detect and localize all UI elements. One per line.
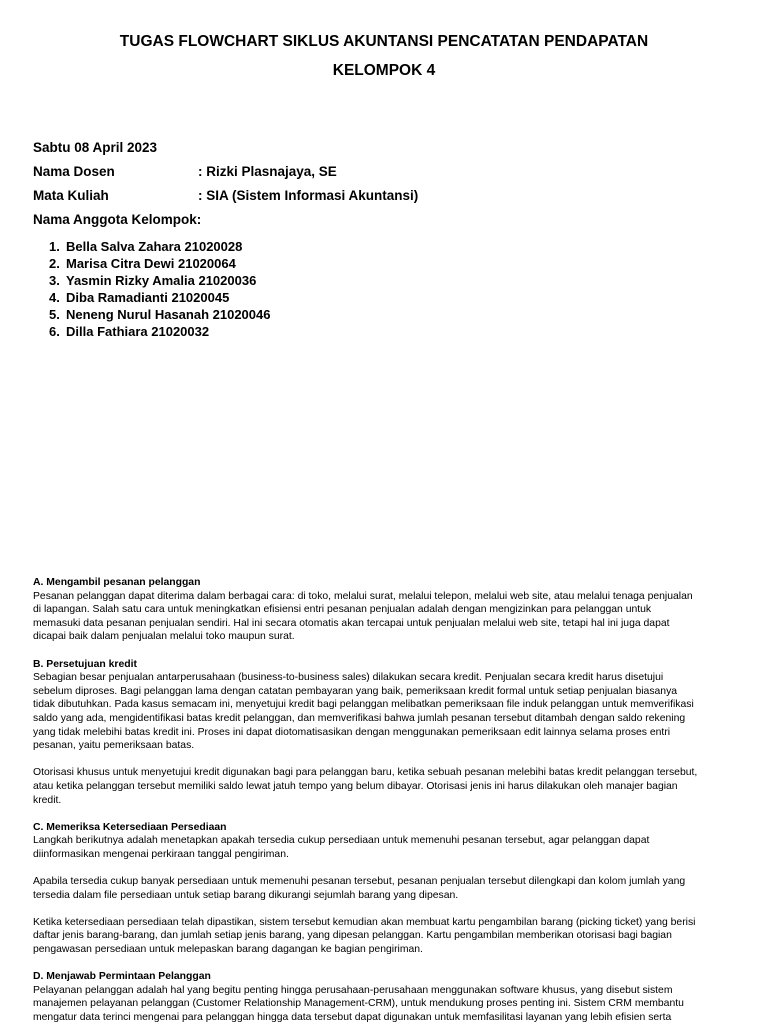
member-name: Neneng Nurul Hasanah 21020046 [66,307,271,322]
members-label: Nama Anggota Kelompok: [33,212,202,227]
member-item [49,289,270,306]
paragraph-line: Apabila tersedia cukup banyak persediaan untuk memenuhi pesanan tersebut, pesanan penjualan tersebut dilengkapi dan kolom jumlah yang [33,876,686,888]
member-number: 3. [49,273,60,288]
section-b-body-1 [33,671,738,753]
paragraph-line: memasuki data pesanan penjualan sendiri. Hal ini secara otomatis akan tercapai untuk penjualan melalui web site, tetapi hal ini juga dapat [33,617,670,629]
paragraph-line: Langkah berikutnya adalah menetapkan apakah tersedia cukup persediaan untuk memenuhi pesanan tersebut, agar pelanggan dapat [33,835,650,847]
section-a-body [33,590,738,644]
section-c-body-2 [33,875,738,902]
section-c-title: C. Memeriksa Ketersediaan Persediaan [33,821,227,833]
member-item [49,238,270,255]
section-a-title: A. Mengambil pesanan pelanggan [33,577,201,588]
member-name: Yasmin Rizky Amalia 21020036 [66,273,257,288]
document-subtitle: KELOMPOK 4 [332,62,436,79]
member-name: Dilla Fathiara 21020032 [66,324,210,339]
section-d-title: D. Menjawab Permintaan Pelanggan [33,971,211,983]
document-date: Sabtu 08 April 2023 [33,140,158,155]
members-list [49,238,270,340]
paragraph-line: mengatur data terinci mengenai para pelanggan hingga data tersebut dapat digunakan untuk memfasilitasi layanan yang lebih efisien serta [33,1012,672,1023]
member-item [49,272,270,289]
paragraph-line: Ketika ketersediaan persediaan telah dipastikan, sistem tersebut kemudian akan membuat kartu pengambilan barang (picking ticket) yang berisi [33,916,696,928]
paragraph-line: daftar jenis barang-barang, dan jumlah setiap jenis barang, yang dipesan pelanggan. Kartu pengambilan memberikan otorisasi bagi bagian [33,930,672,942]
member-name: Diba Ramadianti 21020045 [66,290,230,305]
paragraph-line: diinformasikan mengenai perkiraan tanggal pengiriman. [33,848,289,860]
paragraph-line: kredit. [33,794,62,806]
paragraph-line: tersedia dalam file persediaan untuk setiap barang dikurangi sejumlah barang yang dipesan. [33,889,459,901]
paragraph-line: pengawasan persediaan untuk melepaskan barang dagangan ke bagian pengiriman. [33,944,423,956]
member-name: Marisa Citra Dewi 21020064 [66,256,236,271]
section-d-body [33,984,738,1025]
dosen-row [33,164,337,179]
member-item [49,255,270,272]
section-c-body-3 [33,916,738,957]
sections-body [33,576,738,1025]
member-number: 6. [49,324,60,339]
section-b-body-2 [33,766,738,807]
document-title: TUGAS FLOWCHART SIKLUS AKUNTANSI PENCATATAN PENDAPATAN [119,33,649,50]
member-number: 2. [49,256,60,271]
paragraph-line: sebelum diproses. Bagi pelanggan lama dengan catatan pembayaran yang baik, pemeriksaan kredit formal untuk setiap penjualan biasanya [33,685,678,697]
paragraph-line: di lapangan. Salah satu cara untuk meningkatkan efisiensi entri pesanan penjualan adalah dengan mengizinkan para pelanggan untuk [33,604,652,616]
member-name: Bella Salva Zahara 21020028 [66,239,243,254]
paragraph-line: tidak dibutuhkan. Pada kasus semacam ini, menyetujui kredit bagi pelanggan melibatkan pemeriksaan file induk pelanggan untuk memverifikasi [33,699,694,711]
matkul-value: : SIA (Sistem Informasi Akuntansi) [198,188,419,203]
member-item [49,306,270,323]
member-number: 5. [49,307,60,322]
paragraph-line: atau ketika pelanggan tersebut memiliki saldo lewat jatuh tempo yang belum dibayar. Otorisasi jenis ini harus dilakukan oleh manajer bagian [33,780,678,792]
paragraph-line: manajemen pelayanan pelanggan (Customer Relationship Management-CRM), untuk mendukung proses penting ini. Sistem CRM membantu [33,998,684,1010]
dosen-label: Nama Dosen [33,164,115,179]
paragraph-line: Pelayanan pelanggan adalah hal yang begitu penting hingga perusahaan-perusahaan menggunakan software khusus, yang disebut sistem [33,984,673,996]
member-number: 4. [49,290,60,305]
paragraph-line: dicapai baik dalam penjualan melalui toko maupun surat. [33,631,295,643]
member-item [49,323,270,340]
paragraph-line: yang tidak melebihi batas kredit ini. Proses ini dapat diotomatisasikan dengan menggunakan pemeriksaan edit lainnya selama proses entri [33,726,671,738]
paragraph-line: Sebagian besar penjualan antarperusahaan (business-to-business sales) dilakukan secara kredit. Penjualan secara kredit harus disetujui [33,672,664,684]
section-b-title: B. Persetujuan kredit [33,658,137,670]
member-number: 1. [49,239,60,254]
paragraph-line: Otorisasi khusus untuk menyetujui kredit digunakan bagi para pelanggan baru, ketika sebuah pesanan melebihi batas kredit pelanggan tersebut, [33,767,698,779]
paragraph-line: saldo yang ada, mengidentifikasi batas kredit pelanggan, dan memverifikasi bahwa jumlah pesanan tersebut ditambah dengan saldo rekening [33,712,686,724]
dosen-value: : Rizki Plasnajaya, SE [198,164,337,179]
paragraph-line: Pesanan pelanggan dapat diterima dalam berbagai cara: di toko, melalui surat, melalui telepon, melalui web site, atau melalui tenaga penjualan [33,590,693,602]
paragraph-line: pesanan, yaitu pemeriksaan batas. [33,740,195,752]
section-c-body-1 [33,834,738,861]
matkul-label: Mata Kuliah [33,188,109,203]
matkul-row [33,188,419,203]
